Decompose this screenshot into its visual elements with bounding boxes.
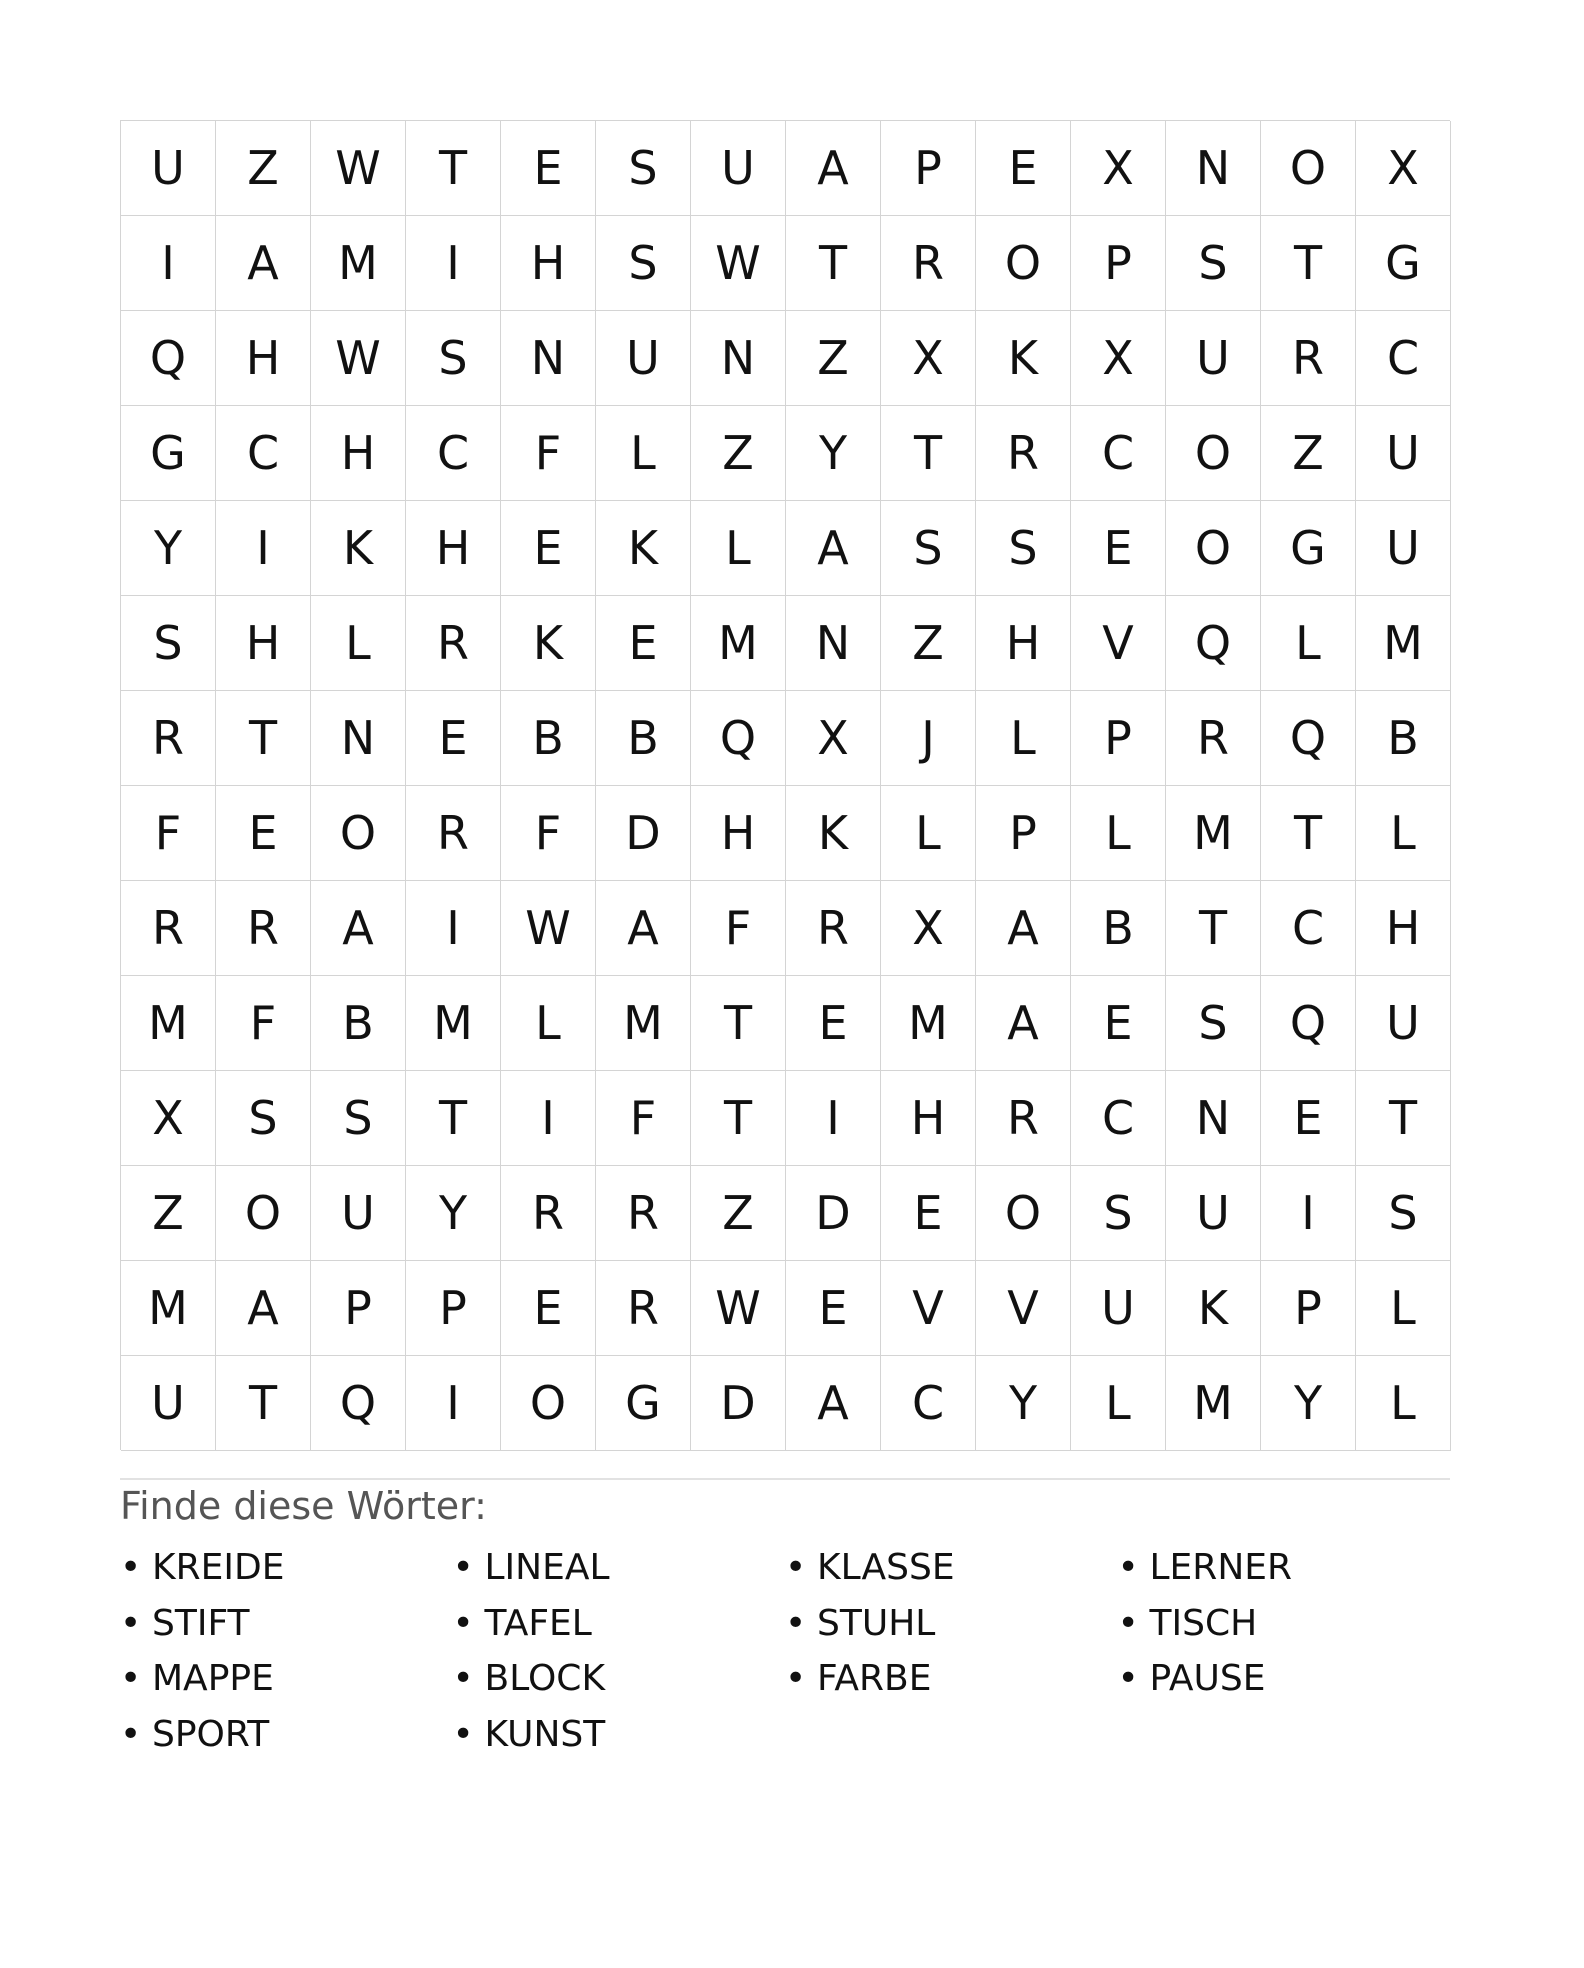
grid-cell-r6-c10[interactable]: P	[1071, 691, 1166, 786]
grid-cell-r7-c10[interactable]: L	[1071, 786, 1166, 881]
grid-cell-r12-c10[interactable]: U	[1071, 1261, 1166, 1356]
grid-cell-r3-c11[interactable]: O	[1166, 406, 1261, 501]
grid-cell-r3-c12[interactable]: Z	[1261, 406, 1356, 501]
grid-cell-r12-c9[interactable]: V	[976, 1261, 1071, 1356]
grid-cell-r7-c5[interactable]: D	[596, 786, 691, 881]
bullet-icon: •	[452, 1602, 474, 1644]
grid-cell-r11-c2[interactable]: U	[311, 1166, 406, 1261]
grid-cell-r1-c6[interactable]: W	[691, 216, 786, 311]
grid-cell-r1-c10[interactable]: P	[1071, 216, 1166, 311]
grid-cell-r12-c4[interactable]: E	[501, 1261, 596, 1356]
grid-cell-r0-c9[interactable]: E	[976, 121, 1071, 216]
grid-cell-r11-c4[interactable]: R	[501, 1166, 596, 1261]
grid-cell-r4-c2[interactable]: K	[311, 501, 406, 596]
grid-cell-r8-c2[interactable]: A	[311, 881, 406, 976]
grid-cell-r1-c0[interactable]: I	[121, 216, 216, 311]
grid-cell-r0-c4[interactable]: E	[501, 121, 596, 216]
grid-cell-r6-c1[interactable]: T	[216, 691, 311, 786]
grid-cell-r10-c2[interactable]: S	[311, 1071, 406, 1166]
grid-cell-r2-c8[interactable]: X	[881, 311, 976, 406]
grid-cell-r5-c8[interactable]: Z	[881, 596, 976, 691]
grid-cell-r2-c11[interactable]: U	[1166, 311, 1261, 406]
grid-cell-r4-c12[interactable]: G	[1261, 501, 1356, 596]
grid-cell-r3-c5[interactable]: L	[596, 406, 691, 501]
grid-cell-r0-c5[interactable]: S	[596, 121, 691, 216]
grid-cell-r12-c11[interactable]: K	[1166, 1261, 1261, 1356]
bullet-icon: •	[120, 1602, 142, 1644]
grid-cell-r10-c8[interactable]: H	[881, 1071, 976, 1166]
grid-cell-r4-c0[interactable]: Y	[121, 501, 216, 596]
grid-cell-r8-c12[interactable]: C	[1261, 881, 1356, 976]
grid-cell-r4-c10[interactable]: E	[1071, 501, 1166, 596]
grid-cell-r5-c6[interactable]: M	[691, 596, 786, 691]
grid-cell-r9-c6[interactable]: T	[691, 976, 786, 1071]
grid-cell-r9-c5[interactable]: M	[596, 976, 691, 1071]
grid-cell-r2-c6[interactable]: N	[691, 311, 786, 406]
grid-cell-r3-c0[interactable]: G	[121, 406, 216, 501]
grid-cell-r8-c5[interactable]: A	[596, 881, 691, 976]
grid-cell-r9-c7[interactable]: E	[786, 976, 881, 1071]
divider	[120, 1478, 1450, 1480]
bullet-icon: •	[785, 1658, 807, 1700]
grid-cell-r4-c7[interactable]: A	[786, 501, 881, 596]
grid-cell-r5-c1[interactable]: H	[216, 596, 311, 691]
grid-cell-r11-c9[interactable]: O	[976, 1166, 1071, 1261]
grid-cell-r12-c6[interactable]: W	[691, 1261, 786, 1356]
grid-cell-r7-c4[interactable]: F	[501, 786, 596, 881]
grid-cell-r11-c11[interactable]: U	[1166, 1166, 1261, 1261]
bullet-icon: •	[120, 1713, 142, 1755]
grid-cell-r10-c0[interactable]: X	[121, 1071, 216, 1166]
grid-cell-r3-c3[interactable]: C	[406, 406, 501, 501]
grid-cell-r12-c2[interactable]: P	[311, 1261, 406, 1356]
grid-cell-r4-c6[interactable]: L	[691, 501, 786, 596]
grid-cell-r8-c3[interactable]: I	[406, 881, 501, 976]
grid-cell-r4-c9[interactable]: S	[976, 501, 1071, 596]
grid-cell-r12-c12[interactable]: P	[1261, 1261, 1356, 1356]
word-label: SPORT	[152, 1713, 270, 1755]
grid-cell-r5-c11[interactable]: Q	[1166, 596, 1261, 691]
grid-cell-r13-c11[interactable]: M	[1166, 1356, 1261, 1451]
grid-cell-r2-c2[interactable]: W	[311, 311, 406, 406]
grid-cell-r13-c1[interactable]: T	[216, 1356, 311, 1451]
grid-cell-r9-c9[interactable]: A	[976, 976, 1071, 1071]
grid-cell-r9-c13[interactable]: U	[1356, 976, 1451, 1071]
grid-cell-r4-c11[interactable]: O	[1166, 501, 1261, 596]
grid-cell-r6-c12[interactable]: Q	[1261, 691, 1356, 786]
word-list-item	[453, 1651, 786, 1707]
grid-cell-r13-c12[interactable]: Y	[1261, 1356, 1356, 1451]
word-list	[120, 1540, 1450, 1762]
grid-cell-r5-c7[interactable]: N	[786, 596, 881, 691]
bullet-icon: •	[452, 1713, 474, 1755]
grid-cell-r2-c13[interactable]: C	[1356, 311, 1451, 406]
word-label: MAPPE	[152, 1658, 274, 1700]
word-list-item	[1118, 1596, 1451, 1652]
bullet-icon: •	[120, 1547, 142, 1589]
grid-cell-r12-c0[interactable]: M	[121, 1261, 216, 1356]
bullet-icon: •	[452, 1547, 474, 1589]
grid-cell-r12-c3[interactable]: P	[406, 1261, 501, 1356]
bullet-icon: •	[785, 1602, 807, 1644]
grid-cell-r2-c0[interactable]: Q	[121, 311, 216, 406]
grid-cell-r6-c7[interactable]: X	[786, 691, 881, 786]
grid-cell-r11-c6[interactable]: Z	[691, 1166, 786, 1261]
word-label: FARBE	[817, 1658, 932, 1700]
word-list-item	[453, 1707, 786, 1763]
grid-cell-r0-c0[interactable]: U	[121, 121, 216, 216]
grid-cell-r9-c4[interactable]: L	[501, 976, 596, 1071]
grid-cell-r1-c5[interactable]: S	[596, 216, 691, 311]
bullet-icon: •	[120, 1658, 142, 1700]
grid-cell-r11-c10[interactable]: S	[1071, 1166, 1166, 1261]
grid-cell-r6-c2[interactable]: N	[311, 691, 406, 786]
grid-cell-r9-c3[interactable]: M	[406, 976, 501, 1071]
grid-cell-r1-c13[interactable]: G	[1356, 216, 1451, 311]
grid-cell-r10-c6[interactable]: T	[691, 1071, 786, 1166]
grid-cell-r3-c1[interactable]: C	[216, 406, 311, 501]
grid-cell-r0-c13[interactable]: X	[1356, 121, 1451, 216]
grid-cell-r8-c11[interactable]: T	[1166, 881, 1261, 976]
grid-cell-r0-c7[interactable]: A	[786, 121, 881, 216]
grid-cell-r6-c5[interactable]: B	[596, 691, 691, 786]
grid-cell-r2-c5[interactable]: U	[596, 311, 691, 406]
grid-cell-r13-c7[interactable]: A	[786, 1356, 881, 1451]
bullet-icon: •	[785, 1547, 807, 1589]
grid-cell-r5-c0[interactable]: S	[121, 596, 216, 691]
grid-cell-r11-c0[interactable]: Z	[121, 1166, 216, 1261]
grid-cell-r7-c12[interactable]: T	[1261, 786, 1356, 881]
grid-cell-r10-c13[interactable]: T	[1356, 1071, 1451, 1166]
grid-cell-r7-c7[interactable]: K	[786, 786, 881, 881]
grid-cell-r0-c1[interactable]: Z	[216, 121, 311, 216]
grid-cell-r3-c9[interactable]: R	[976, 406, 1071, 501]
word-label: TAFEL	[484, 1602, 592, 1644]
grid-cell-r0-c3[interactable]: T	[406, 121, 501, 216]
grid-cell-r8-c1[interactable]: R	[216, 881, 311, 976]
grid-cell-r8-c7[interactable]: R	[786, 881, 881, 976]
word-list-item	[120, 1596, 453, 1652]
grid-cell-r5-c12[interactable]: L	[1261, 596, 1356, 691]
word-list-item	[785, 1596, 1118, 1652]
grid-cell-r11-c5[interactable]: R	[596, 1166, 691, 1261]
grid-cell-r10-c7[interactable]: I	[786, 1071, 881, 1166]
grid-cell-r4-c13[interactable]: U	[1356, 501, 1451, 596]
grid-cell-r3-c4[interactable]: F	[501, 406, 596, 501]
bullet-icon: •	[452, 1658, 474, 1700]
grid-cell-r13-c6[interactable]: D	[691, 1356, 786, 1451]
grid-cell-r1-c4[interactable]: H	[501, 216, 596, 311]
grid-cell-r6-c3[interactable]: E	[406, 691, 501, 786]
grid-cell-r6-c9[interactable]: L	[976, 691, 1071, 786]
grid-cell-r12-c7[interactable]: E	[786, 1261, 881, 1356]
grid-cell-r2-c4[interactable]: N	[501, 311, 596, 406]
word-list-title: Finde diese Wörter:	[120, 1484, 487, 1528]
grid-cell-r8-c6[interactable]: F	[691, 881, 786, 976]
word-list-item	[120, 1540, 453, 1596]
grid-cell-r10-c5[interactable]: F	[596, 1071, 691, 1166]
grid-cell-r1-c3[interactable]: I	[406, 216, 501, 311]
grid-cell-r10-c12[interactable]: E	[1261, 1071, 1356, 1166]
grid-cell-r3-c6[interactable]: Z	[691, 406, 786, 501]
grid-cell-r6-c4[interactable]: B	[501, 691, 596, 786]
bullet-icon: •	[1117, 1547, 1139, 1589]
grid-cell-r3-c8[interactable]: T	[881, 406, 976, 501]
grid-cell-r11-c1[interactable]: O	[216, 1166, 311, 1261]
word-list-item	[120, 1651, 453, 1707]
word-list-item	[1118, 1651, 1451, 1707]
grid-cell-r7-c8[interactable]: L	[881, 786, 976, 881]
word-label: STIFT	[152, 1602, 250, 1644]
grid-cell-r1-c12[interactable]: T	[1261, 216, 1356, 311]
word-list-item	[785, 1540, 1118, 1596]
grid-cell-r5-c9[interactable]: H	[976, 596, 1071, 691]
grid-cell-r13-c2[interactable]: Q	[311, 1356, 406, 1451]
grid-cell-r7-c2[interactable]: O	[311, 786, 406, 881]
grid-cell-r13-c10[interactable]: L	[1071, 1356, 1166, 1451]
grid-cell-r2-c12[interactable]: R	[1261, 311, 1356, 406]
grid-cell-r10-c1[interactable]: S	[216, 1071, 311, 1166]
grid-cell-r8-c10[interactable]: B	[1071, 881, 1166, 976]
grid-cell-r6-c6[interactable]: Q	[691, 691, 786, 786]
grid-cell-r8-c13[interactable]: H	[1356, 881, 1451, 976]
grid-cell-r13-c5[interactable]: G	[596, 1356, 691, 1451]
bullet-icon: •	[1117, 1658, 1139, 1700]
grid-cell-r12-c8[interactable]: V	[881, 1261, 976, 1356]
word-list-item	[1118, 1540, 1451, 1596]
grid-cell-r3-c2[interactable]: H	[311, 406, 406, 501]
grid-cell-r6-c11[interactable]: R	[1166, 691, 1261, 786]
grid-cell-r13-c3[interactable]: I	[406, 1356, 501, 1451]
word-list-item	[785, 1651, 1118, 1707]
grid-cell-r9-c8[interactable]: M	[881, 976, 976, 1071]
grid-cell-r5-c2[interactable]: L	[311, 596, 406, 691]
grid-cell-r5-c10[interactable]: V	[1071, 596, 1166, 691]
grid-cell-r8-c0[interactable]: R	[121, 881, 216, 976]
grid-cell-r4-c4[interactable]: E	[501, 501, 596, 596]
grid-cell-r10-c4[interactable]: I	[501, 1071, 596, 1166]
grid-cell-r13-c0[interactable]: U	[121, 1356, 216, 1451]
grid-cell-r5-c3[interactable]: R	[406, 596, 501, 691]
grid-cell-r1-c2[interactable]: M	[311, 216, 406, 311]
word-label: TISCH	[1149, 1602, 1258, 1644]
word-list-item	[120, 1707, 453, 1763]
grid-cell-r12-c5[interactable]: R	[596, 1261, 691, 1356]
grid-cell-r5-c5[interactable]: E	[596, 596, 691, 691]
grid-cell-r4-c8[interactable]: S	[881, 501, 976, 596]
word-search-grid	[120, 120, 1450, 1450]
grid-cell-r10-c10[interactable]: C	[1071, 1071, 1166, 1166]
grid-cell-r13-c9[interactable]: Y	[976, 1356, 1071, 1451]
grid-cell-r11-c8[interactable]: E	[881, 1166, 976, 1261]
grid-cell-r9-c1[interactable]: F	[216, 976, 311, 1071]
grid-cell-r7-c1[interactable]: E	[216, 786, 311, 881]
grid-cell-r7-c11[interactable]: M	[1166, 786, 1261, 881]
grid-cell-r10-c3[interactable]: T	[406, 1071, 501, 1166]
word-label: KUNST	[484, 1713, 606, 1755]
grid-cell-r4-c3[interactable]: H	[406, 501, 501, 596]
grid-cell-r11-c12[interactable]: I	[1261, 1166, 1356, 1261]
grid-cell-r0-c8[interactable]: P	[881, 121, 976, 216]
grid-cell-r9-c10[interactable]: E	[1071, 976, 1166, 1071]
grid-cell-r10-c11[interactable]: N	[1166, 1071, 1261, 1166]
grid-cell-r7-c3[interactable]: R	[406, 786, 501, 881]
grid-cell-r8-c8[interactable]: X	[881, 881, 976, 976]
grid-cell-r11-c13[interactable]: S	[1356, 1166, 1451, 1261]
grid-cell-r13-c4[interactable]: O	[501, 1356, 596, 1451]
grid-cell-r5-c13[interactable]: M	[1356, 596, 1451, 691]
grid-cell-r1-c1[interactable]: A	[216, 216, 311, 311]
grid-cell-r9-c11[interactable]: S	[1166, 976, 1261, 1071]
word-label: KLASSE	[817, 1547, 955, 1589]
grid-cell-r2-c9[interactable]: K	[976, 311, 1071, 406]
grid-cell-r1-c11[interactable]: S	[1166, 216, 1261, 311]
grid-cell-r10-c9[interactable]: R	[976, 1071, 1071, 1166]
grid-cell-r3-c10[interactable]: C	[1071, 406, 1166, 501]
grid-cell-r1-c9[interactable]: O	[976, 216, 1071, 311]
grid-cell-r2-c7[interactable]: Z	[786, 311, 881, 406]
grid-cell-r0-c12[interactable]: O	[1261, 121, 1356, 216]
grid-cell-r12-c1[interactable]: A	[216, 1261, 311, 1356]
bullet-icon: •	[1117, 1602, 1139, 1644]
grid-cell-r6-c13[interactable]: B	[1356, 691, 1451, 786]
grid-cell-r6-c0[interactable]: R	[121, 691, 216, 786]
word-list-item	[453, 1596, 786, 1652]
word-label: KREIDE	[152, 1547, 285, 1589]
word-label: STUHL	[817, 1602, 936, 1644]
grid-cell-r9-c12[interactable]: Q	[1261, 976, 1356, 1071]
grid-cell-r2-c3[interactable]: S	[406, 311, 501, 406]
grid-cell-r1-c8[interactable]: R	[881, 216, 976, 311]
grid-cell-r7-c9[interactable]: P	[976, 786, 1071, 881]
grid-cell-r8-c4[interactable]: W	[501, 881, 596, 976]
grid-cell-r8-c9[interactable]: A	[976, 881, 1071, 976]
grid-cell-r0-c2[interactable]: W	[311, 121, 406, 216]
grid-cell-r12-c13[interactable]: L	[1356, 1261, 1451, 1356]
grid-cell-r4-c1[interactable]: I	[216, 501, 311, 596]
word-list-item	[453, 1540, 786, 1596]
grid-cell-r7-c6[interactable]: H	[691, 786, 786, 881]
grid-cell-r2-c10[interactable]: X	[1071, 311, 1166, 406]
grid-cell-r5-c4[interactable]: K	[501, 596, 596, 691]
word-label: PAUSE	[1149, 1658, 1266, 1700]
grid-cell-r0-c11[interactable]: N	[1166, 121, 1261, 216]
word-label: LERNER	[1149, 1547, 1293, 1589]
grid-cell-r0-c10[interactable]: X	[1071, 121, 1166, 216]
grid-cell-r13-c13[interactable]: L	[1356, 1356, 1451, 1451]
grid-cell-r3-c7[interactable]: Y	[786, 406, 881, 501]
grid-cell-r2-c1[interactable]: H	[216, 311, 311, 406]
grid-cell-r9-c0[interactable]: M	[121, 976, 216, 1071]
grid-cell-r6-c8[interactable]: J	[881, 691, 976, 786]
grid-cell-r7-c13[interactable]: L	[1356, 786, 1451, 881]
grid-cell-r4-c5[interactable]: K	[596, 501, 691, 596]
grid-cell-r13-c8[interactable]: C	[881, 1356, 976, 1451]
grid-cell-r3-c13[interactable]: U	[1356, 406, 1451, 501]
grid-cell-r7-c0[interactable]: F	[121, 786, 216, 881]
word-label: BLOCK	[484, 1658, 606, 1700]
word-label: LINEAL	[484, 1547, 610, 1589]
grid-cell-r11-c7[interactable]: D	[786, 1166, 881, 1261]
grid-cell-r1-c7[interactable]: T	[786, 216, 881, 311]
grid-cell-r9-c2[interactable]: B	[311, 976, 406, 1071]
grid-cell-r0-c6[interactable]: U	[691, 121, 786, 216]
grid-cell-r11-c3[interactable]: Y	[406, 1166, 501, 1261]
